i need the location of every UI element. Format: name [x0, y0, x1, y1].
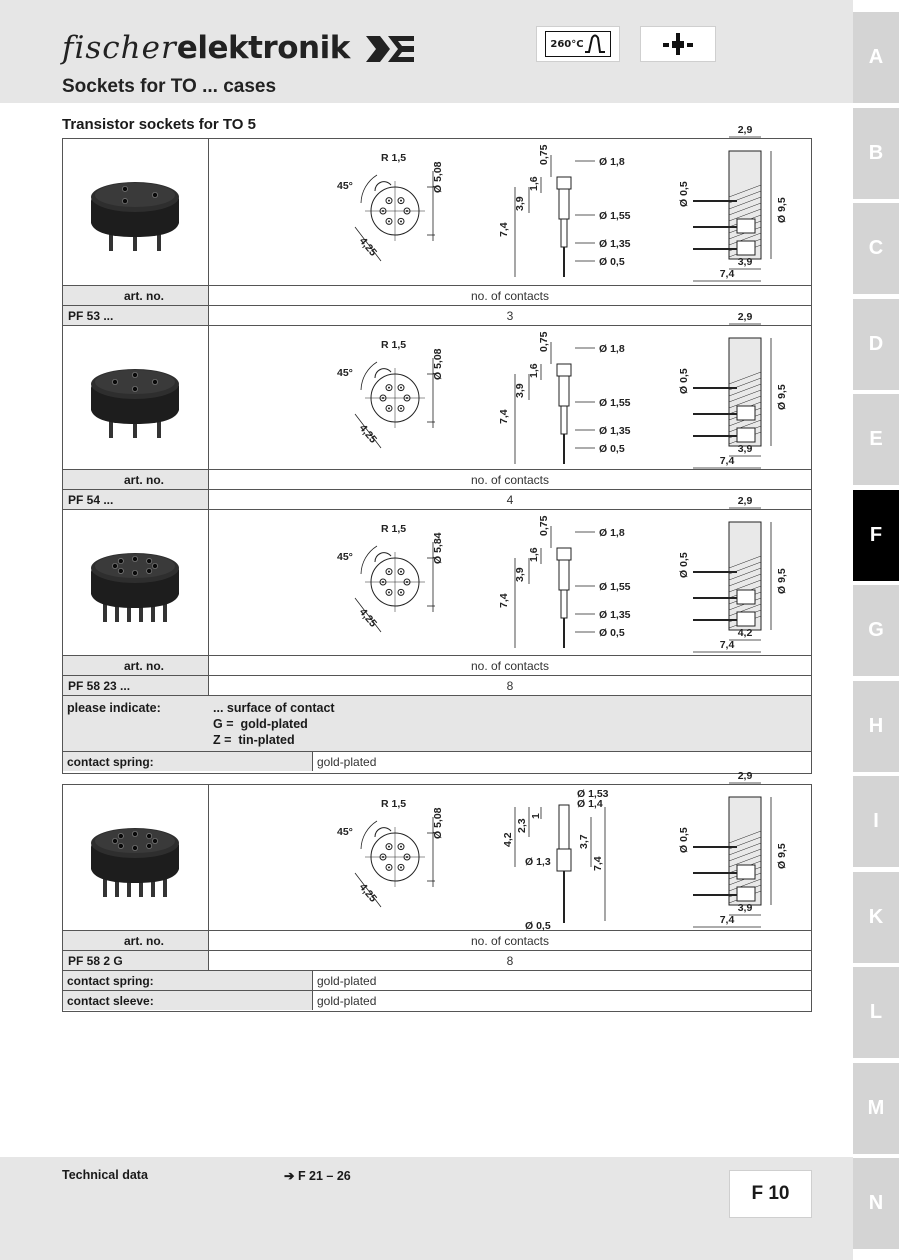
- logo-arrows-icon: [366, 36, 414, 62]
- contact-spring-value: gold-plated: [317, 754, 377, 769]
- svg-text:Ø 1,53: Ø 1,53: [577, 788, 609, 800]
- contact-sleeve-value: gold-plated: [317, 993, 377, 1008]
- contacts-cell: 4: [506, 492, 514, 507]
- svg-text:Ø 0,5: Ø 0,5: [678, 552, 690, 578]
- svg-text:4,2: 4,2: [737, 627, 753, 639]
- svg-text:45°: 45°: [337, 367, 353, 379]
- svg-text:Ø 1,55: Ø 1,55: [599, 210, 631, 222]
- svg-text:2,9: 2,9: [737, 770, 753, 782]
- svg-text:2,3: 2,3: [516, 818, 528, 833]
- tab-d[interactable]: D: [853, 299, 899, 390]
- tab-l[interactable]: L: [853, 967, 899, 1058]
- contact-spring-label: contact spring:: [63, 752, 313, 771]
- contacts-cell: 3: [506, 308, 514, 323]
- svg-text:Ø 0,5: Ø 0,5: [599, 627, 625, 639]
- please-indicate-block: [63, 696, 811, 752]
- table-header-row: [63, 656, 811, 676]
- svg-text:7,4: 7,4: [498, 222, 510, 237]
- svg-text:4,25: 4,25: [356, 422, 380, 446]
- svg-text:3,9: 3,9: [737, 443, 753, 455]
- svg-text:R 1,5: R 1,5: [381, 523, 407, 535]
- svg-text:4,25: 4,25: [356, 881, 380, 905]
- svg-text:Ø 0,5: Ø 0,5: [599, 256, 625, 268]
- svg-text:Ø 9,5: Ø 9,5: [776, 843, 788, 869]
- page-footer: [0, 1157, 853, 1260]
- technical-drawing: [209, 311, 811, 469]
- svg-text:3,9: 3,9: [514, 383, 526, 398]
- technical-data-reference: ➔ F 21 – 26: [284, 1169, 351, 1183]
- table-row: [63, 306, 811, 326]
- svg-text:45°: 45°: [337, 180, 353, 192]
- please-indicate-line3: Z = tin-plated: [213, 733, 295, 747]
- svg-text:Ø 1,55: Ø 1,55: [599, 397, 631, 409]
- svg-text:3,9: 3,9: [737, 256, 753, 268]
- tab-i[interactable]: I: [853, 776, 899, 867]
- solder-temperature-badge: [536, 26, 620, 62]
- contact-spring-label: contact spring:: [63, 971, 313, 990]
- svg-text:0,75: 0,75: [538, 331, 550, 352]
- svg-text:4,25: 4,25: [356, 235, 380, 259]
- art-no-header: art. no.: [63, 286, 209, 305]
- svg-text:3,7: 3,7: [578, 834, 590, 849]
- svg-text:2,9: 2,9: [737, 495, 753, 507]
- technical-data-label: Technical data: [62, 1168, 148, 1182]
- svg-text:Ø 1,35: Ø 1,35: [599, 238, 631, 250]
- product-photo-cell: [63, 785, 209, 930]
- tab-g[interactable]: G: [853, 585, 899, 676]
- technical-drawing: [209, 495, 811, 655]
- table-header-row: [63, 931, 811, 951]
- art-no-header: art. no.: [63, 470, 209, 489]
- svg-text:45°: 45°: [337, 551, 353, 563]
- solder-temperature-text: 260°C: [550, 38, 584, 50]
- logo-bold-text: elektronik: [176, 30, 350, 66]
- tab-h[interactable]: H: [853, 681, 899, 772]
- svg-text:Ø 0,5: Ø 0,5: [525, 920, 551, 932]
- socket-photo-3pin: [63, 139, 209, 285]
- svg-text:Ø 5,84: Ø 5,84: [432, 532, 444, 564]
- technical-drawing: [209, 124, 811, 285]
- svg-text:Ø 5,08: Ø 5,08: [432, 161, 444, 193]
- fischer-elektronik-logo: [62, 26, 414, 70]
- section-title: Transistor sockets for TO 5: [62, 116, 256, 133]
- contact-spring-value: gold-plated: [317, 973, 377, 988]
- page-header: [0, 0, 853, 103]
- svg-text:Ø 1,35: Ø 1,35: [599, 425, 631, 437]
- art-no-header: art. no.: [63, 656, 209, 675]
- svg-text:Ø 1,8: Ø 1,8: [599, 343, 625, 355]
- tab-n[interactable]: N: [853, 1158, 899, 1249]
- svg-text:3,9: 3,9: [514, 196, 526, 211]
- contacts-header: no. of contacts: [470, 658, 550, 673]
- svg-text:Ø 1,4: Ø 1,4: [577, 798, 603, 810]
- svg-text:1: 1: [530, 813, 542, 819]
- svg-text:7,4: 7,4: [498, 593, 510, 608]
- svg-text:Ø 1,55: Ø 1,55: [599, 581, 631, 593]
- svg-text:Ø 0,5: Ø 0,5: [599, 443, 625, 455]
- svg-text:Ø 9,5: Ø 9,5: [776, 568, 788, 594]
- contact-sleeve-row: [63, 991, 811, 1011]
- svg-text:1,6: 1,6: [528, 363, 540, 378]
- svg-text:Ø 0,5: Ø 0,5: [678, 827, 690, 853]
- svg-text:Ø 1,8: Ø 1,8: [599, 527, 625, 539]
- contacts-cell: 8: [506, 678, 514, 693]
- svg-text:Ø 0,5: Ø 0,5: [678, 368, 690, 394]
- product-table-pf582g: [62, 770, 812, 1012]
- socket-photo-8pin: [63, 785, 209, 930]
- svg-text:Ø 1,8: Ø 1,8: [599, 156, 625, 168]
- contacts-header: no. of contacts: [470, 472, 550, 487]
- please-indicate-label: please indicate:: [67, 701, 161, 715]
- please-indicate-line1: ... surface of contact: [213, 701, 335, 715]
- svg-text:Ø 0,5: Ø 0,5: [678, 181, 690, 207]
- art-no-cell: PF 53 ...: [63, 306, 209, 325]
- art-no-header: art. no.: [63, 931, 209, 950]
- art-no-cell: PF 54 ...: [63, 490, 209, 509]
- svg-text:2,9: 2,9: [737, 124, 753, 136]
- svg-text:2,9: 2,9: [737, 311, 753, 323]
- tab-f[interactable]: F: [853, 490, 899, 581]
- table-header-row: [63, 286, 811, 306]
- svg-text:7,4: 7,4: [719, 268, 735, 280]
- svg-text:7,4: 7,4: [592, 856, 604, 871]
- tab-b[interactable]: B: [853, 108, 899, 199]
- contact-sleeve-label: contact sleeve:: [63, 991, 313, 1010]
- contacts-header: no. of contacts: [470, 933, 550, 948]
- svg-text:7,4: 7,4: [719, 639, 735, 651]
- table-row: [63, 951, 811, 971]
- table-header-row: [63, 470, 811, 490]
- through-hole-mount-badge: [640, 26, 716, 62]
- product-photo-cell: [63, 510, 209, 655]
- svg-text:45°: 45°: [337, 826, 353, 838]
- svg-text:Ø 1,35: Ø 1,35: [599, 609, 631, 621]
- solder-profile-icon: [584, 34, 606, 54]
- tab-a[interactable]: A: [853, 12, 899, 103]
- product-photo-cell: [63, 326, 209, 469]
- art-no-cell: PF 58 2 G: [63, 951, 209, 970]
- svg-text:0,75: 0,75: [538, 515, 550, 536]
- page-title: Sockets for TO ... cases: [62, 76, 277, 97]
- socket-photo-4pin: [63, 326, 209, 469]
- svg-text:Ø 9,5: Ø 9,5: [776, 197, 788, 223]
- svg-text:7,4: 7,4: [498, 409, 510, 424]
- svg-text:R 1,5: R 1,5: [381, 152, 407, 164]
- technical-drawing: [209, 770, 811, 932]
- table-row: [63, 676, 811, 696]
- tab-m[interactable]: M: [853, 1063, 899, 1154]
- svg-text:1,6: 1,6: [528, 547, 540, 562]
- socket-photo-8pin: [63, 510, 209, 655]
- contact-spring-row: [63, 752, 811, 772]
- svg-text:Ø 1,3: Ø 1,3: [525, 856, 551, 868]
- product-photo-cell: [63, 139, 209, 285]
- svg-text:4,25: 4,25: [356, 606, 380, 630]
- product-drawing-row: [63, 770, 811, 932]
- tab-k[interactable]: K: [853, 872, 899, 963]
- svg-text:R 1,5: R 1,5: [381, 339, 407, 351]
- through-hole-icon: [661, 31, 695, 57]
- svg-text:R 1,5: R 1,5: [381, 798, 407, 810]
- svg-text:4,2: 4,2: [502, 832, 514, 847]
- svg-text:Ø 5,08: Ø 5,08: [432, 807, 444, 839]
- svg-text:Ø 5,08: Ø 5,08: [432, 348, 444, 380]
- logo-light-text: fischer: [62, 30, 177, 66]
- chapter-tabs: [853, 0, 899, 1260]
- svg-text:7,4: 7,4: [719, 455, 735, 467]
- contacts-cell: 8: [506, 953, 514, 968]
- art-no-cell: PF 58 23 ...: [63, 676, 209, 695]
- page-number: F 10: [729, 1170, 812, 1218]
- tab-e[interactable]: E: [853, 394, 899, 485]
- contact-spring-row: [63, 971, 811, 991]
- table-row: [63, 490, 811, 510]
- please-indicate-line2: G = gold-plated: [213, 717, 308, 731]
- svg-text:3,9: 3,9: [737, 902, 753, 914]
- tab-c[interactable]: C: [853, 203, 899, 294]
- svg-text:1,6: 1,6: [528, 176, 540, 191]
- contacts-header: no. of contacts: [470, 288, 550, 303]
- svg-text:0,75: 0,75: [538, 144, 550, 165]
- svg-text:Ø 9,5: Ø 9,5: [776, 384, 788, 410]
- svg-text:3,9: 3,9: [514, 567, 526, 582]
- svg-text:7,4: 7,4: [719, 914, 735, 926]
